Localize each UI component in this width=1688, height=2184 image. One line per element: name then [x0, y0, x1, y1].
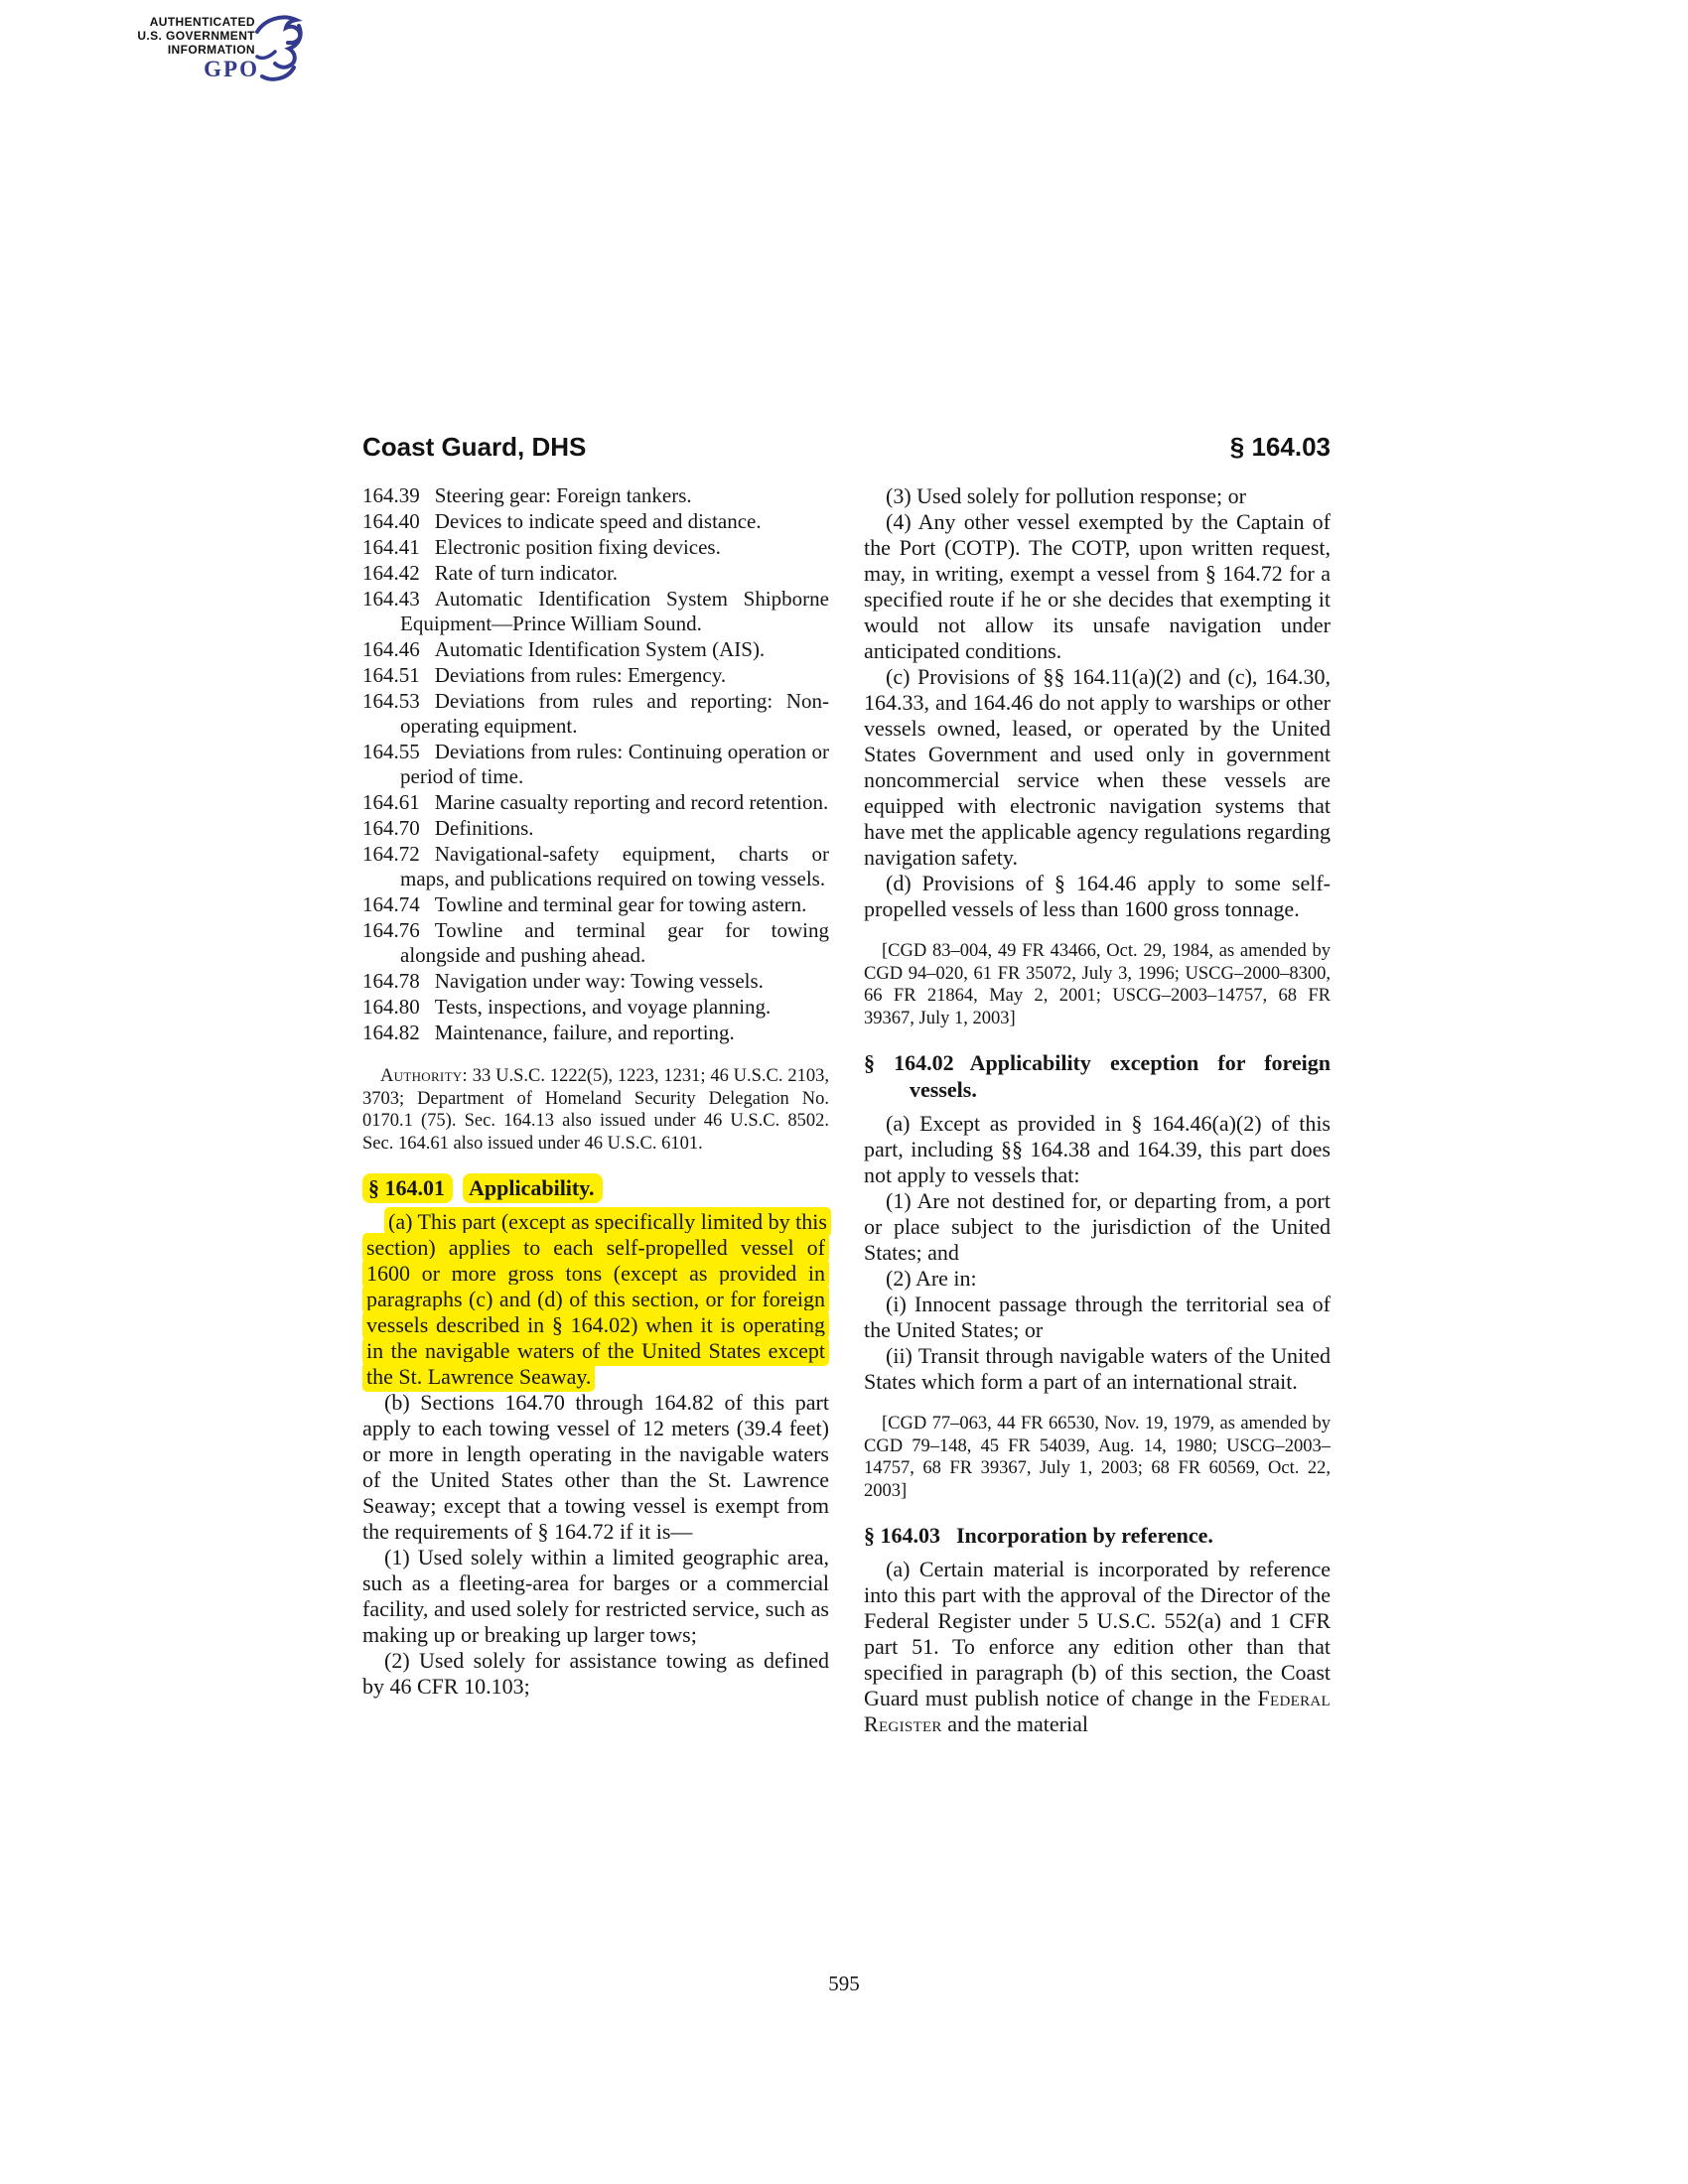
citation-note-1: [CGD 83–004, 49 FR 43466, Oct. 29, 1984, as amended by CGD 94–020, 61 FR 35072, July 3, 1996; USCG–2000–8300, 66 FR 21864, May 2, 2001; USCG–2003–14757, 68 FR 39367, July 1, 2003] — [864, 941, 1331, 1028]
left-column — [362, 483, 829, 1700]
running-head-right: § 164.03 — [1229, 432, 1331, 462]
toc-item — [362, 663, 829, 688]
gpo-logo-line1: AUTHENTICATED — [149, 15, 255, 29]
toc-item-number: 164.43 — [362, 587, 420, 611]
para-164-01-c: (c) Provisions of §§ 164.11(a)(2) and (c), 164.30, 164.33, and 164.46 do not apply to warships or other vessels owned, leased, or operated by the United States Government and used only in government noncommercial service when these vessels are equipped with electronic navigation systems that have met the applicable agency regulations regarding navigation safety. — [864, 664, 1331, 870]
toc-item — [362, 740, 829, 789]
authority-label: Authority: — [380, 1066, 468, 1086]
toc-item-number: 164.82 — [362, 1021, 420, 1044]
right-column — [864, 483, 1331, 1737]
toc-item-number: 164.51 — [362, 663, 420, 687]
para-164-02-a1: (1) Are not destined for, or departing from, a port or place subject to the jurisdiction of the United States; and — [864, 1188, 1331, 1265]
toc-item-number: 164.42 — [362, 561, 420, 585]
toc-item-text: Automatic Identification System (AIS). — [434, 637, 766, 661]
toc-item-number: 164.40 — [362, 509, 420, 533]
para-164-01-b3: (3) Used solely for pollution response; or — [886, 483, 1246, 508]
toc-item — [362, 918, 829, 968]
authority-note — [362, 1065, 829, 1155]
para-164-01-d: (d) Provisions of § 164.46 apply to some self-propelled vessels of less than 1600 gross tonnage. — [864, 871, 1331, 921]
toc-item-text: Deviations from rules: Continuing operation or period of time. — [400, 740, 829, 788]
toc-item-number: 164.41 — [362, 535, 420, 559]
toc-item-text: Electronic position fixing devices. — [434, 535, 721, 559]
toc-item-text: Tests, inspections, and voyage planning. — [434, 995, 772, 1019]
section-title: Applicability exception for foreign vessels. — [910, 1050, 1331, 1102]
toc-item-number: 164.55 — [362, 740, 420, 763]
toc-item — [362, 483, 829, 508]
federal-register-smallcaps: Federal Register — [864, 1686, 1331, 1736]
toc-item-text: Maintenance, failure, and reporting. — [434, 1021, 735, 1044]
toc-item — [362, 969, 829, 994]
para-164-03-a-text: (a) Certain material is incorporated by reference into this part with the approval of the Director of the Federal Register under 5 U.S.C. 552(a) and 1 CFR part 51. To enforce any edition other than that specified in paragraph (b) of this section, the Coast Guard must publish notice of change in the — [864, 1557, 1331, 1710]
section-list — [362, 483, 829, 1045]
toc-item — [362, 892, 829, 917]
section-number-highlighted: § 164.01 — [362, 1173, 453, 1203]
toc-item-number: 164.70 — [362, 816, 420, 840]
toc-item — [362, 587, 829, 636]
gpo-authenticated-logo — [136, 12, 305, 81]
toc-item — [362, 689, 829, 739]
section-title-highlighted: Applicability. — [463, 1173, 603, 1203]
toc-item-text: Deviations from rules and reporting: Non-operating equipment. — [400, 689, 829, 738]
toc-item-number: 164.53 — [362, 689, 420, 713]
toc-item-number: 164.61 — [362, 790, 420, 814]
toc-item — [362, 509, 829, 534]
toc-item-text: Automatic Identification System Shipborne Equipment—Prince William Sound. — [400, 587, 829, 635]
gpo-eagle-icon — [253, 12, 305, 83]
toc-item — [362, 816, 829, 841]
toc-item-number: 164.46 — [362, 637, 420, 661]
toc-item-number: 164.74 — [362, 892, 420, 916]
para-164-01-a — [362, 1209, 829, 1390]
highlighted-paragraph-a: (a) This part (except as specifically limited by this section) applies to each self-propelled vessel of 1600 or more gross tons (except as provided in paragraphs (c) and (d) of this section, or for foreign vessels described in § 164.02) when it is operating in the navigable waters of the United States except the St. Lawrence Seaway. — [362, 1207, 831, 1392]
toc-item-text: Rate of turn indicator. — [434, 561, 619, 585]
toc-item-text: Marine casualty reporting and record retention. — [434, 790, 829, 814]
section-title: Incorporation by reference. — [956, 1523, 1213, 1548]
authority-text: 33 U.S.C. 1222(5), 1223, 1231; 46 U.S.C. 2103, 3703; Department of Homeland Security Delegation No. 0170.1 (75). Sec. 164.13 also issued under 46 U.S.C. 8502. Sec. 164.61 also issued under 46 U.S.C. 6101. — [362, 1066, 829, 1154]
toc-item-number: 164.39 — [362, 483, 420, 507]
gpo-wordmark: GPO — [204, 57, 259, 81]
section-heading-164-03 — [864, 1522, 1331, 1549]
para-164-01-b2: (2) Used solely for assistance towing as defined by 46 CFR 10.103; — [362, 1648, 829, 1699]
toc-item-text: Devices to indicate speed and distance. — [434, 509, 762, 533]
citation-note-2: [CGD 77–063, 44 FR 66530, Nov. 19, 1979, as amended by CGD 79–148, 45 FR 54039, Aug. 14, 1980; USCG–2003–14757, 68 FR 39367, July 1, 2003; 68 FR 60569, Oct. 22, 2003] — [864, 1414, 1331, 1501]
para-164-03-a — [864, 1557, 1331, 1737]
para-164-02-a2i: (i) Innocent passage through the territorial sea of the United States; or — [864, 1292, 1331, 1342]
toc-item — [362, 561, 829, 586]
para-164-01-b: (b) Sections 164.70 through 164.82 of this part apply to each towing vessel of 12 meters (39.4 feet) or more in length operating in the navigable waters of the United States other than the St. Lawrence Seaway; except that a towing vessel is exempt from the requirements of § 164.72 if it is— — [362, 1390, 829, 1544]
toc-item-text: Deviations from rules: Emergency. — [434, 663, 727, 687]
page-number: 595 — [828, 1972, 860, 1995]
para-164-01-b1: (1) Used solely within a limited geographic area, such as a fleeting-area for barges or a commercial facility, and used solely for restricted service, such as making up or breaking up larger tows; — [362, 1545, 829, 1647]
para-164-02-a2: (2) Are in: — [886, 1266, 977, 1291]
toc-item-text: Definitions. — [434, 816, 534, 840]
toc-item-number: 164.72 — [362, 842, 420, 866]
section-heading-164-02 — [864, 1049, 1331, 1103]
toc-item-text: Towline and terminal gear for towing astern. — [434, 892, 807, 916]
toc-item-number: 164.78 — [362, 969, 420, 993]
toc-item — [362, 995, 829, 1020]
section-number: § 164.02 — [864, 1050, 954, 1075]
gpo-logo-text — [137, 15, 259, 81]
toc-item-number: 164.76 — [362, 918, 420, 942]
running-head-left: Coast Guard, DHS — [362, 432, 587, 462]
toc-item-text: Steering gear: Foreign tankers. — [434, 483, 692, 507]
toc-item-text: Navigational-safety equipment, charts or maps, and publications required on towing vessels. — [400, 842, 829, 890]
gpo-logo-line3: INFORMATION — [167, 43, 255, 57]
para-164-02-a: (a) Except as provided in § 164.46(a)(2) of this part, including §§ 164.38 and 164.39, this part does not apply to vessels that: — [864, 1111, 1331, 1187]
section-heading-164-01 — [362, 1174, 829, 1201]
toc-item-text: Towline and terminal gear for towing alongside and pushing ahead. — [400, 918, 829, 967]
toc-item — [362, 790, 829, 815]
running-head — [362, 432, 1331, 463]
toc-item — [362, 637, 829, 662]
section-number: § 164.03 — [864, 1523, 940, 1548]
para-164-03-a-tail: and the material — [941, 1711, 1088, 1736]
toc-item-text: Navigation under way: Towing vessels. — [434, 969, 764, 993]
toc-item — [362, 1021, 829, 1045]
para-164-02-a2ii: (ii) Transit through navigable waters of the United States which form a part of an international strait. — [864, 1343, 1331, 1394]
gpo-logo-line2: U.S. GOVERNMENT — [137, 29, 255, 43]
toc-item — [362, 535, 829, 560]
para-164-01-b4: (4) Any other vessel exempted by the Captain of the Port (COTP). The COTP, upon written request, may, in writing, exempt a vessel from § 164.72 for a specified route if he or she decides that exempting it would not allow its unsafe navigation under anticipated conditions. — [864, 509, 1331, 663]
toc-item — [362, 842, 829, 891]
toc-item-number: 164.80 — [362, 995, 420, 1019]
